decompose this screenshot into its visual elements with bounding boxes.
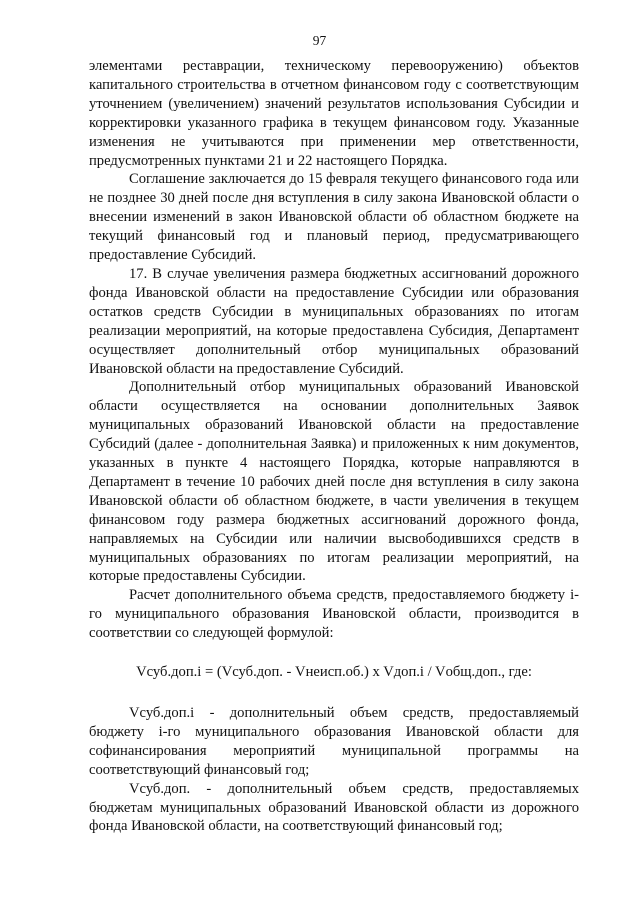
page-number: 97: [312, 33, 327, 48]
formula: Vсуб.доп.i = (Vсуб.доп. - Vнеисп.об.) x Vдоп.i / Vобщ.доп., где:: [136, 664, 532, 681]
paragraph-definition-vsub-dop-i: Vсуб.доп.i - дополнительный объем средств, предоставляемый бюджету i-го муниципального образования Ивановской области для софинансирования мероприятий муниципальной программы на соответствующий финансовый год;: [89, 705, 579, 778]
paragraph-definition-vsub-dop: Vсуб.доп. - дополнительный объем средств, предоставляемых бюджетам муниципальных образований Ивановской области из дорожного фонда Ивановской области, на соответствующий финансовый год;: [89, 780, 579, 835]
paragraph-additional-selection: Дополнительный отбор муниципальных образований Ивановской области осуществляется на основании дополнительных Заявок муниципальных образований Ивановской области на предоставление Субсидий (далее - дополнительная Заявка) и приложенных к ним документов, указанных в пункте 4 настоящего Порядка, которые направляются в Департамент в течение 10 рабочих дней после дня вступления в силу закона Ивановской области об областном бюджете, в части увеличения в текущем финансовом году размера бюджетных ассигнований дорожного фонда, направляемых на Субсидии или наличии высвободившихся средств в муниципальных образованиях по итогам реализации мероприятий, на которые предоставлены Субсидии.: [89, 379, 579, 585]
document-body: [89, 57, 579, 836]
paragraph-continuation: элементами реставрации, техническому перевооружению) объектов капитального строительства в отчетном финансовом году с соответствующим уточнением (увеличением) значений результатов использования Субсидии и корректировки указанного графика в текущем финансовом году. Указанные изменения не учитываются при применении мер ответственности, предусмотренных пунктами 21 и 22 настоящего Порядка.: [89, 58, 579, 169]
paragraph-calculation-intro: Расчет дополнительного объема средств, предоставляемого бюджету i-го муниципального образования Ивановской области, производится в соответствии со следующей формулой:: [89, 587, 579, 642]
paragraph-item-17: 17. В случае увеличения размера бюджетных ассигнований дорожного фонда Ивановской области на предоставление Субсидии или образования остатков средств Субсидии в муниципальных образованиях по итогам реализации мероприятий, на которые предоставлена Субсидия, Департамент осуществляет дополнительный отбор муниципальных образований Ивановской области на предоставление Субсидий.: [89, 265, 579, 377]
paragraph-agreement-deadline: Соглашение заключается до 15 февраля текущего финансового года или не позднее 30 дней после дня вступления в силу закона Ивановской области о внесении изменений в закон Ивановской области об областном бюджете на текущий финансовый год и плановый период, предусматривающего предоставление Субсидий.: [89, 171, 579, 264]
